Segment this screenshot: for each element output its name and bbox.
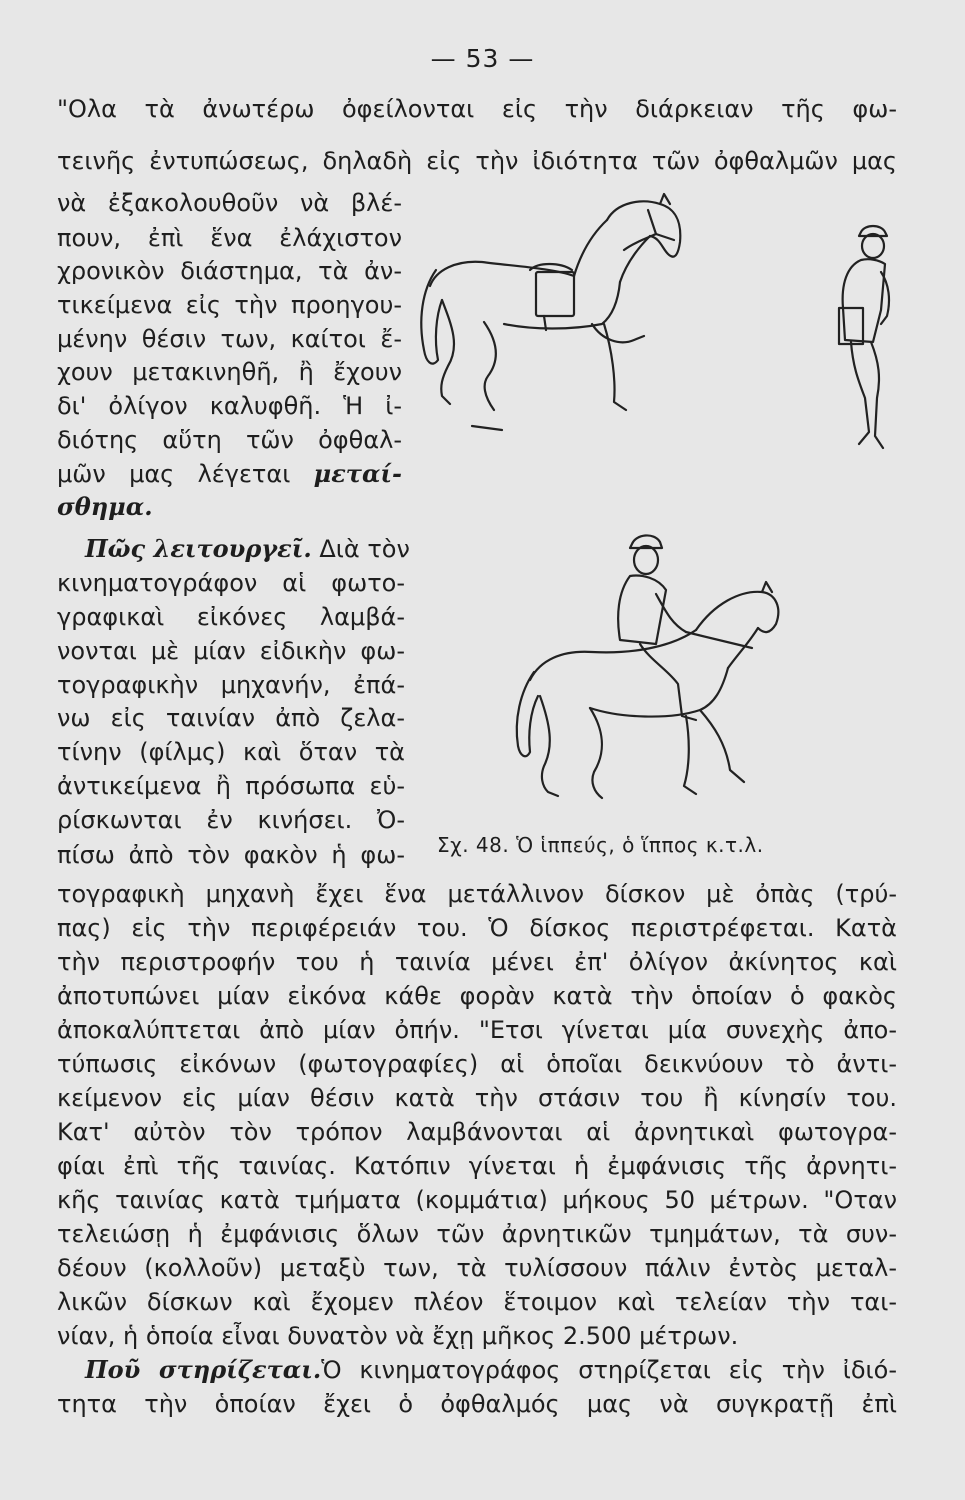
text-line: ἀντικείμενα ἢ πρόσωπα εὑ- bbox=[57, 772, 405, 800]
man-illustration bbox=[825, 222, 905, 462]
text-line: νω εἰς ταινίαν ἀπὸ ζελα- bbox=[57, 704, 405, 732]
term-emphasis: μεταί- bbox=[313, 459, 402, 488]
text-line: τύπωσις εἰκόνων (φωτογραφίες) αἱ ὁποῖαι δεικνύουν τὸ ἀντι- bbox=[57, 1050, 897, 1078]
text-line bbox=[57, 459, 402, 492]
text-line: γραφικαὶ εἰκόνες λαμβά- bbox=[57, 603, 405, 631]
page-number: — 53 — bbox=[430, 44, 535, 73]
text-line: "Ολα τὰ ἀνωτέρω ὀφείλονται εἰς τὴν διάρκειαν τῆς φω- bbox=[57, 95, 897, 123]
text-line bbox=[57, 1355, 897, 1388]
text-line: νονται μὲ μίαν εἰδικὴν φω- bbox=[57, 637, 405, 665]
text-line: μένην θέσιν των, καίτοι ἔ- bbox=[57, 325, 402, 353]
text-line: δι' ὀλίγον καλυφθῆ. Ἡ ἰ- bbox=[57, 392, 402, 420]
text-line: ἀποκαλύπτεται ἀπὸ μίαν ὀπήν. "Ετσι γίνεται μία συνεχὴς ἀπο- bbox=[57, 1016, 897, 1044]
text-line: χουν μετακινηθῆ, ἢ ἔχουν bbox=[57, 358, 402, 386]
term-emphasis: σθημα. bbox=[57, 492, 153, 521]
figure-caption: Σχ. 48. Ὁ ἱππεύς, ὁ ἵππος κ.τ.λ. bbox=[437, 833, 764, 857]
text-line: κῆς ταινίας κατὰ τμήματα (κομμάτια) μήκους 50 μέτρων. "Οταν bbox=[57, 1186, 897, 1214]
text-line: τίνην (φίλμς) καὶ ὅταν τὰ bbox=[57, 738, 405, 766]
text-line: κινηματογράφον αἱ φωτο- bbox=[57, 569, 405, 597]
text-line: τελειώσῃ ἡ ἐμφάνισις ὅλων τῶν ἀρνητικῶν τμημάτων, τὰ συν- bbox=[57, 1220, 897, 1248]
text-line: λικῶν δίσκων καὶ ἔχομεν πλέον ἕτοιμον καὶ τελείαν τὴν ται- bbox=[57, 1288, 897, 1316]
text-line: χρονικὸν διάστημα, τὰ ἀν- bbox=[57, 257, 402, 285]
text-line: τητα τὴν ὁποίαν ἔχει ὁ ὀφθαλμός μας νὰ συγκρατῇ ἐπὶ bbox=[57, 1390, 897, 1418]
text-line: τικείμενα εἰς τὴν προηγου- bbox=[57, 291, 402, 319]
text-line: πουν, ἐπὶ ἕνα ἐλάχιστον bbox=[57, 224, 402, 252]
text-line: τὴν περιστροφήν του ἡ ταινία μένει ἐπ' ὀλίγον ἀκίνητος καὶ bbox=[57, 948, 897, 976]
text-span: Διὰ τὸν bbox=[319, 535, 410, 563]
text-line: νὰ ἐξακολουθοῦν νὰ βλέ- bbox=[57, 189, 402, 217]
text-line: φίαι ἐπὶ τῆς ταινίας. Κατόπιν γίνεται ἡ ἐμφάνισις τῆς ἀρνητι- bbox=[57, 1152, 897, 1180]
text-line: ἀποτυπώνει μίαν εἰκόνα κάθε φορὰν κατὰ τὴν ὁποίαν ὁ φακὸς bbox=[57, 982, 897, 1010]
rider-horse-illustration bbox=[500, 520, 800, 820]
text-span: Ὁ κινηματογράφος στηρίζεται εἰς τὴν ἰδιό- bbox=[321, 1356, 897, 1384]
text-line bbox=[57, 492, 153, 525]
text-span: μῶν μας λέγεται bbox=[57, 460, 291, 488]
section-heading: Ποῦ στηρίζεται. bbox=[85, 1355, 322, 1384]
text-line: ρίσκωνται ἐν κινήσει. Ὀ- bbox=[57, 806, 405, 834]
section-heading: Πῶς λειτουργεῖ. bbox=[85, 534, 312, 563]
text-line: κείμενον εἰς μίαν θέσιν κατὰ τὴν στάσιν του ἢ κίνησίν του. bbox=[57, 1084, 897, 1112]
text-line: τογραφικὴν μηχανήν, ἐπά- bbox=[57, 671, 405, 699]
text-line bbox=[57, 534, 410, 567]
text-line: πίσω ἀπὸ τὸν φακὸν ἡ φω- bbox=[57, 841, 405, 869]
text-line: νίαν, ἡ ὁποία εἶναι δυνατὸν νὰ ἔχῃ μῆκος 2.500 μέτρων. bbox=[57, 1322, 739, 1350]
text-line: διότης αὕτη τῶν ὀφθαλ- bbox=[57, 426, 402, 454]
text-line: Κατ' αὐτὸν τὸν τρόπον λαμβάνονται αἱ ἀρνητικαὶ φωτογρα- bbox=[57, 1118, 897, 1146]
text-line: πας) εἰς τὴν περιφέρειάν του. Ὁ δίσκος περιστρέφεται. Κατὰ bbox=[57, 914, 897, 942]
text-line: τογραφικὴ μηχανὴ ἔχει ἕνα μετάλλινον δίσκον μὲ ὀπὰς (τρύ- bbox=[57, 880, 897, 908]
text-line: τεινῆς ἐντυπώσεως, δηλαδὴ εἰς τὴν ἰδιότητα τῶν ὀφθαλμῶν μας bbox=[57, 147, 897, 175]
text-line: δέουν (κολλοῦν) μεταξὺ των, τὰ τυλίσσουν πάλιν ἐντὸς μεταλ- bbox=[57, 1254, 897, 1282]
horse-illustration bbox=[412, 190, 697, 450]
